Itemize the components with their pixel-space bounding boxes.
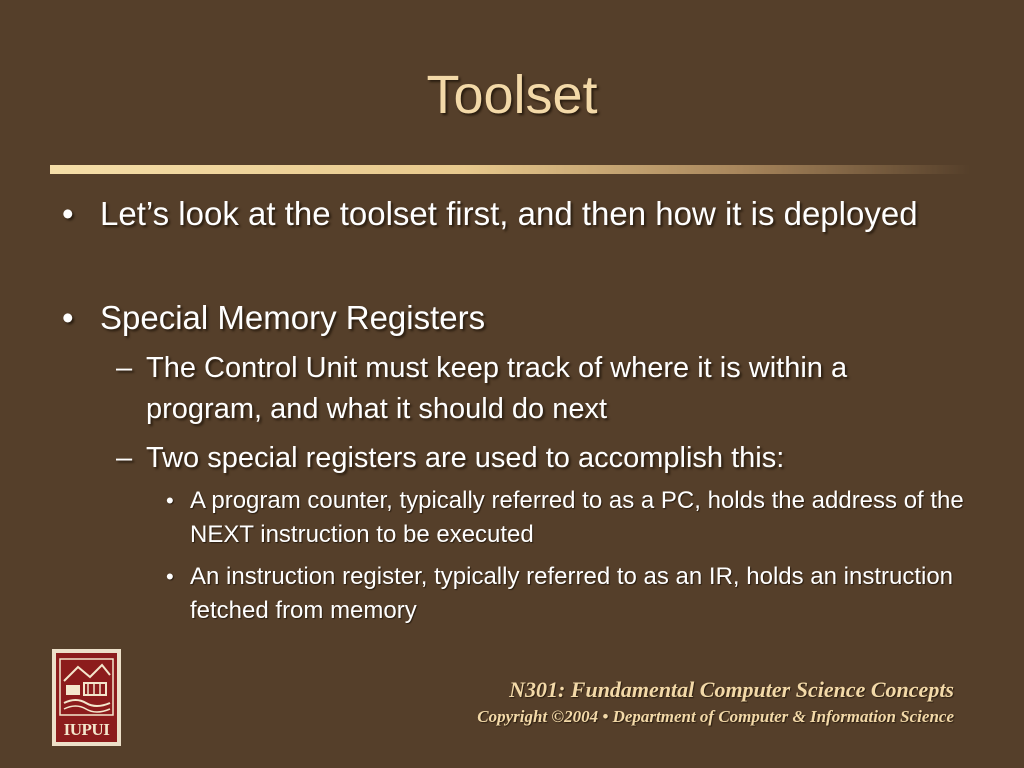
sub-sub-bullet-text: A program counter, typically referred to as a PC, holds the address of the NEXT instruction to be executed: [190, 487, 964, 548]
sub-sub-bullet-mark: •: [166, 564, 174, 589]
title-divider: [50, 165, 970, 174]
bullet-text: Let’s look at the toolset first, and then how it is deployed: [100, 195, 918, 232]
footer-copyright: Copyright ©2004 • Department of Computer & Information Science: [477, 707, 954, 726]
iupui-logo: [52, 649, 121, 746]
logo-wordmark: IUPUI: [63, 720, 110, 739]
bullet-mark: •: [62, 299, 74, 336]
slide-title: Toolset: [426, 65, 598, 125]
bullet-mark: •: [62, 195, 74, 232]
iupui-seal-icon: [56, 653, 117, 742]
footer-course: N301: Fundamental Computer Science Concepts: [509, 677, 954, 702]
bullet-text: Special Memory Registers: [100, 299, 486, 336]
sub-bullet-mark: –: [116, 442, 133, 474]
sub-bullet-text: Two special registers are used to accomplish this:: [146, 442, 785, 474]
sub-bullet-text: The Control Unit must keep track of where it is within a program, and what it should do next: [146, 352, 848, 425]
sub-sub-bullet-text: An instruction register, typically referred to as an IR, holds an instruction fetched from memory: [190, 563, 954, 624]
sub-sub-bullet-mark: •: [166, 488, 174, 513]
sub-bullet-mark: –: [116, 352, 133, 384]
